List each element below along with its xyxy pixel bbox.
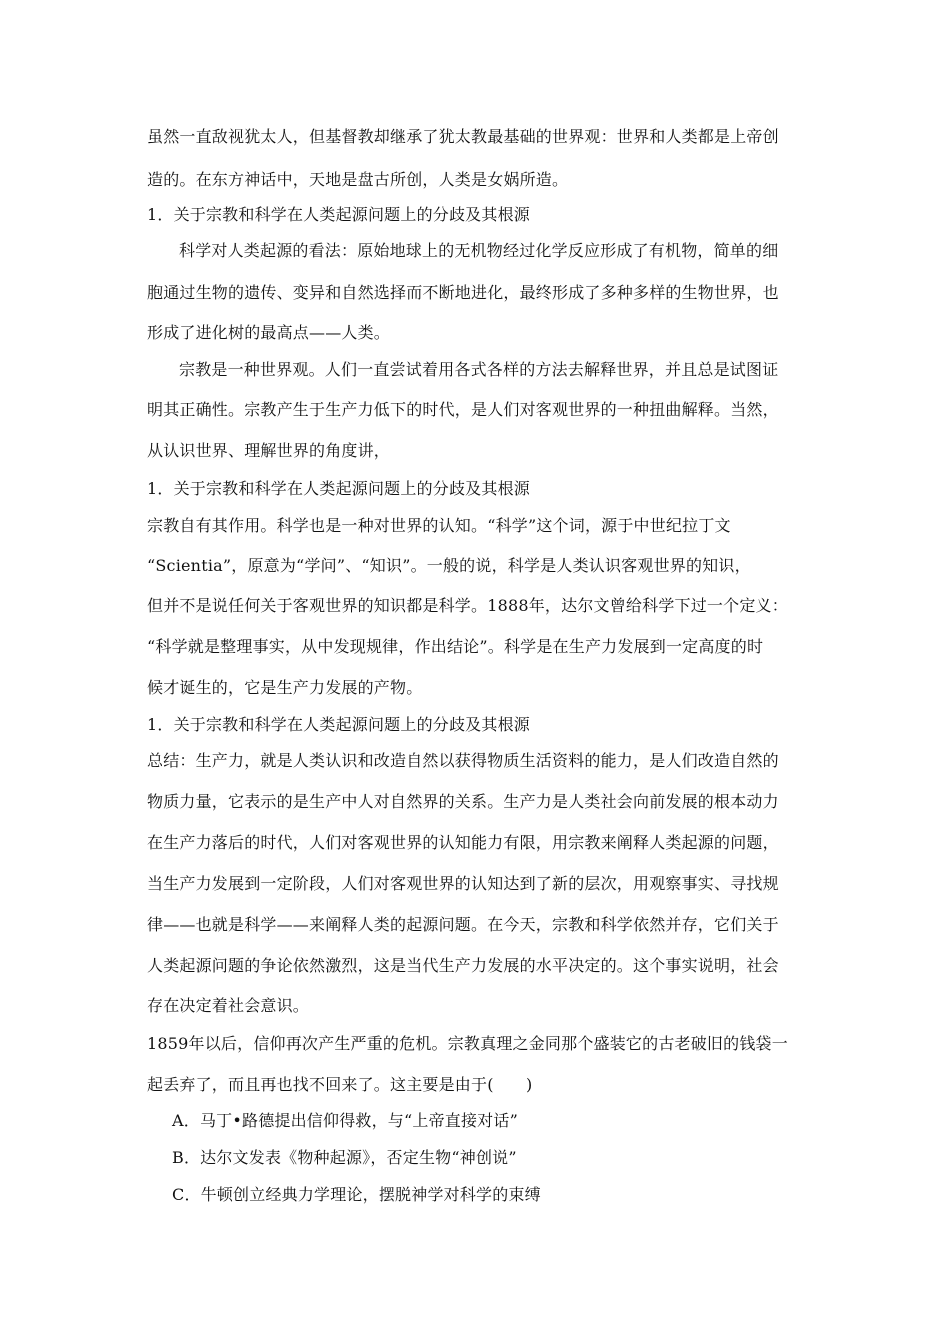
option-b: B．达尔文发表《物种起源》，否定生物“神创说” [172,1148,517,1167]
text-line: 总结：生产力，就是人类认识和改造自然以获得物质生活资料的能力，是人们改造自然的 [147,751,779,770]
text-line: 宗教是一种世界观。人们一直尝试着用各式各样的方法去解释世界，并且总是试图证 [179,360,779,379]
text-line: 科学对人类起源的看法：原始地球上的无机物经过化学反应形成了有机物，简单的细 [179,241,779,260]
section-heading: 1．关于宗教和科学在人类起源问题上的分歧及其根源 [147,479,530,498]
text-line: 人类起源问题的争论依然激烈，这是当代生产力发展的水平决定的。这个事实说明，社会 [147,956,779,975]
text-line: 但并不是说任何关于客观世界的知识都是科学。1888年，达尔文曾给科学下过一个定义： [147,596,788,615]
text-line: 胞通过生物的遗传、变异和自然选择而不断地进化，最终形成了多种多样的生物世界，也 [147,283,779,302]
text-line: 造的。在东方神话中，天地是盘古所创，人类是女娲所造。 [147,170,569,189]
text-line: 宗教自有其作用。科学也是一种对世界的认知。“科学”这个词，源于中世纪拉丁文 [147,516,731,535]
text-line: “Scientia”，原意为“学问”、“知识”。一般的说，科学是人类认识客观世界的知识， [147,556,751,575]
option-a: A．马丁•路德提出信仰得救，与“上帝直接对话” [172,1111,518,1130]
text-line: 物质力量，它表示的是生产中人对自然界的关系。生产力是人类社会向前发展的根本动力 [147,792,779,811]
text-line: 候才诞生的，它是生产力发展的产物。 [147,678,423,697]
question-stem: 起丢弃了，而且再也找不回来了。这主要是由于( ) [147,1075,533,1094]
section-heading: 1．关于宗教和科学在人类起源问题上的分歧及其根源 [147,205,530,224]
text-line: 当生产力发展到一定阶段，人们对客观世界的认知达到了新的层次，用观察事实、寻找规 [147,874,779,893]
question-stem: 1859年以后，信仰再次产生严重的危机。宗教真理之金同那个盛装它的古老破旧的钱袋一 [147,1034,788,1053]
text-line: 明其正确性。宗教产生于生产力低下的时代，是人们对客观世界的一种扭曲解释。当然， [147,400,779,419]
text-line: 在生产力落后的时代，人们对客观世界的认知能力有限，用宗教来阐释人类起源的问题， [147,833,779,852]
text-line: 律——也就是科学——来阐释人类的起源问题。在今天，宗教和科学依然并存，它们关于 [147,915,779,934]
option-c: C．牛顿创立经典力学理论，摆脱神学对科学的束缚 [172,1185,541,1204]
text-line: 虽然一直敌视犹太人，但基督教却继承了犹太教最基础的世界观：世界和人类都是上帝创 [147,127,779,146]
text-line: 形成了进化树的最高点——人类。 [147,323,391,342]
text-line: 从认识世界、理解世界的角度讲， [147,441,391,460]
section-heading: 1．关于宗教和科学在人类起源问题上的分歧及其根源 [147,715,530,734]
text-line: “科学就是整理事实，从中发现规律，作出结论”。科学是在生产力发展到一定高度的时 [147,637,764,656]
text-line: 存在决定着社会意识。 [147,996,310,1015]
